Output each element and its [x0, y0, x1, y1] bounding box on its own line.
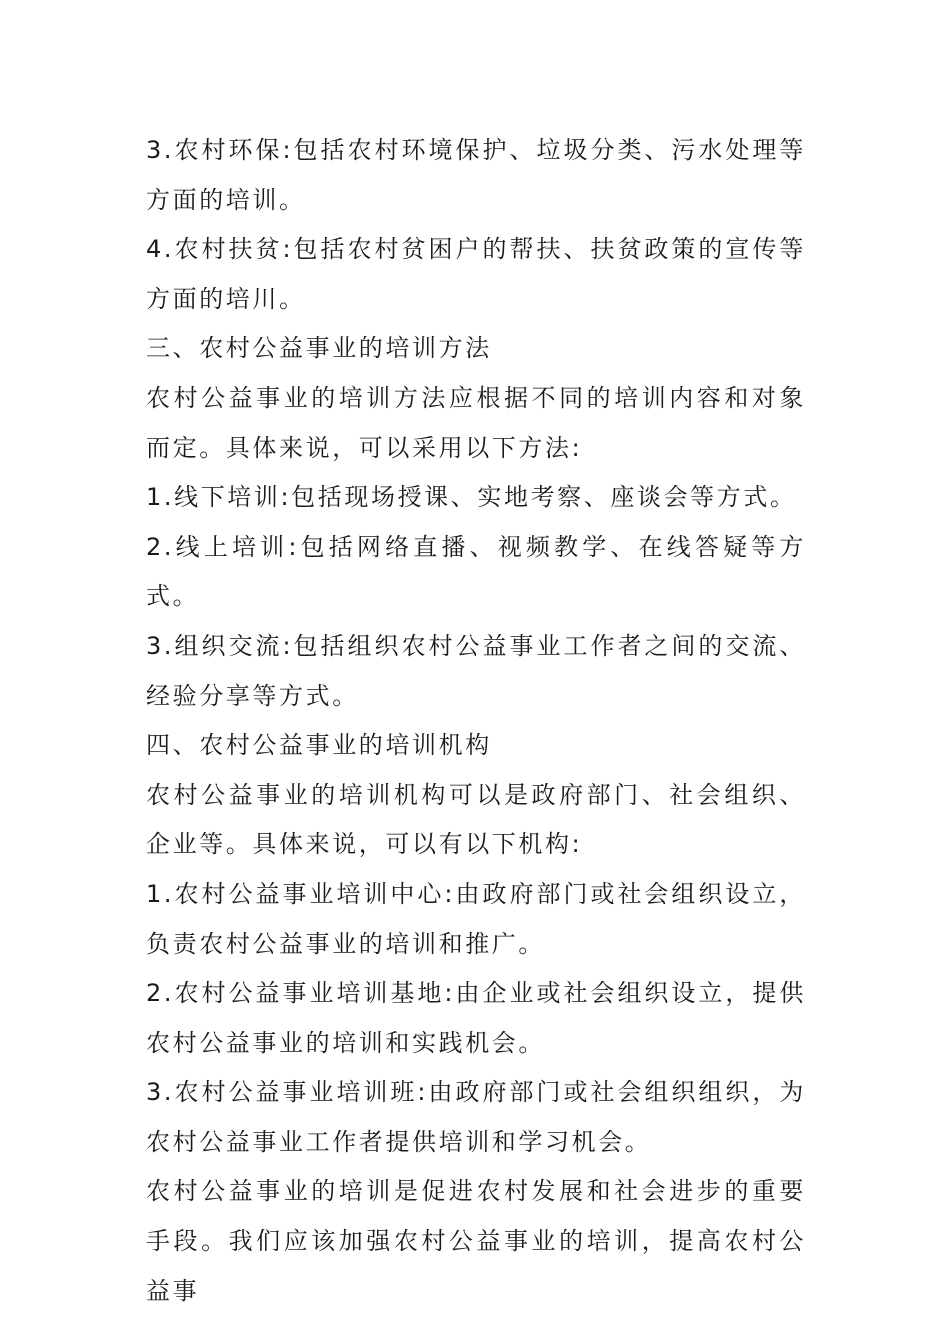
paragraph-online-training: 2.线上培训:包括网络直播、视频教学、在线答疑等方式。: [146, 532, 806, 611]
section-heading-training-institutions: 四、农村公益事业的培训机构: [146, 731, 492, 760]
paragraph-organized-exchange: 3.组织交流:包括组织农村公益事业工作者之间的交流、经验分享等方式。: [146, 631, 806, 710]
paragraph-offline-training: 1.线下培训:包括现场授课、实地考察、座谈会等方式。: [146, 483, 797, 512]
document-page: [146, 126, 806, 1316]
section-heading-training-methods: 三、农村公益事业的培训方法: [146, 334, 492, 363]
paragraph-rural-poverty-alleviation: 4.农村扶贫:包括农村贫困户的帮扶、扶贫政策的宣传等方面的培川。: [146, 235, 806, 313]
paragraph-training-class: 3.农村公益事业培训班:由政府部门或社会组织组织，为农村公益事业工作者提供培训和学习机会。: [146, 1078, 806, 1156]
paragraph-institutions-intro: 农村公益事业的培训机构可以是政府部门、社会组织、企业等。具体来说，可以有以下机构:: [146, 780, 806, 859]
paragraph-conclusion: 农村公益事业的培训是促进农村发展和社会进步的重要手段。我们应该加强农村公益事业的培训，提高农村公益事: [146, 1177, 806, 1305]
paragraph-methods-intro: 农村公益事业的培训方法应根据不同的培训内容和对象而定。具体来说，可以采用以下方法:: [146, 383, 806, 462]
paragraph-rural-environment: 3.农村环保:包括农村环境保护、垃圾分类、污水处理等方面的培训。: [146, 136, 806, 214]
paragraph-training-center: 1.农村公益事业培训中心:由政府部门或社会组织设立，负责农村公益事业的培训和推广。: [146, 879, 806, 958]
paragraph-training-base: 2.农村公益事业培训基地:由企业或社会组织设立，提供农村公益事业的培训和实践机会。: [146, 979, 806, 1057]
